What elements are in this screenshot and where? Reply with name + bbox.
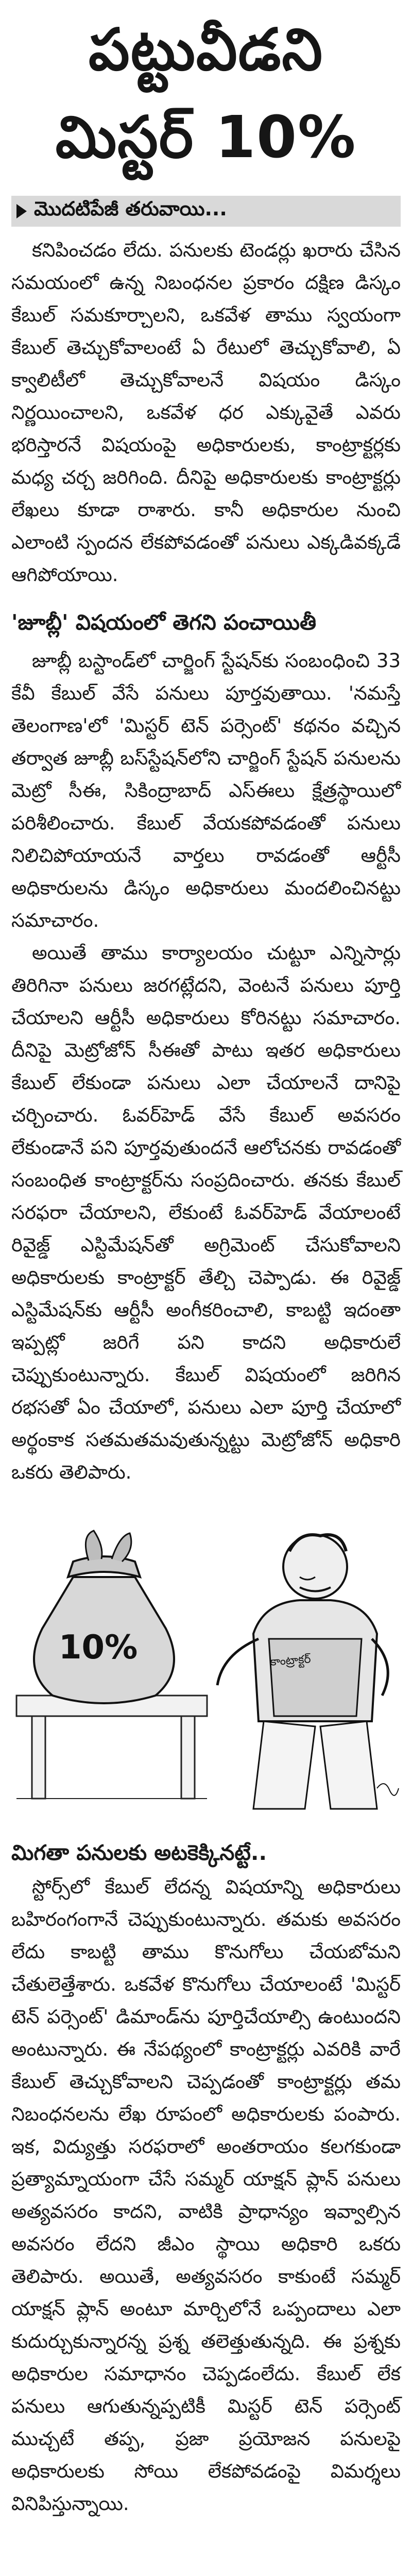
body-paragraph: స్టోర్స్‌లో కేబుల్ లేదన్న విషయాన్ని అధికారులు బహిరంగంగానే చెప్పుకుంటున్నారు. తమకు అవసరం లేదు కాబట్టి తాము కొనుగోలు చేయబోమని చేతులెత్తేశారు. ఒకవేళ కొనుగోలు చేయాలంటే 'మిస్టర్ టెన్ పర్సెంట్' డిమాండ్‌ను పూర్తిచేయాల్సి ఉంటుందని అంటున్నారు. ఈ నేపథ్యంలో కాంట్రాక్టర్లు ఎవరికి వారే కేబుల్ తెచ్చుకోవాలని చెప్పడంతో కాంట్రాక్టర్లు తమ నిబంధనలను లేఖ రూపంలో అధికారులకు పంపారు. ఇక, విద్యుత్తు సరఫరాలో అంతరాయం కలగకుండా ప్రత్యామ్నాయంగా చేసే సమ్మర్ యాక్షన్ ప్లాన్ పనులు అత్యవసరం కాదని, వాటికి ప్రాధాన్యం ఇవ్వాల్సిన అవసరం లేదని జీఎం స్థాయి అధికారి ఒకరు తెలిపారు. అయితే, అత్యవసరం కాకుంటే సమ్మర్ యాక్షన్ ప్లాన్ అంటూ మార్చిలోనే ఒప్పందాలు ఎలా కుదుర్చుకున్నారన్న ప్రశ్న తలెత్తుతున్నది. ఈ ప్రశ్నకు అధికారుల సమాధానం చెప్పడంలేదు. కేబుల్ లేక పనులు ఆగుతున్నప్పటికీ మిస్టర్ టెన్ పర్సెంట్ ముచ్చటే తప్ప, ప్రజా ప్రయోజన పనులపై అధికారులకు సోయి లేకపోవడంపై విమర్శలు వినిపిస్తున్నాయి. [11,1876,401,2515]
section-heading-remaining-works: మిగతా పనులకు అటకెక్కినట్టే.. [11,1840,267,1865]
continuation-label: మొదటిపేజీ తరువాయి... [34,197,227,220]
section-heading-jubilee: 'జూబ్లీ' విషయంలో తెగని పంచాయితీ [11,610,317,635]
money-bag-label: 10% [59,1629,138,1667]
headline-line-2: మిస్టర్ 10% [55,104,357,171]
triangle-arrow-icon [16,204,27,218]
intro-paragraph: కనిపించడం లేదు. పనులకు టెండర్లు ఖరారు చేసిన సమయంలో ఉన్న నిబంధనల ప్రకారం దక్షిణ డిస్కం కేబుల్ సమకూర్చాలని, ఒకవేళ తాము స్వయంగా కేబుల్ తెచ్చుకోవాలంటే ఏ రేటులో తెచ్చుకోవాలి, ఏ క్వాలిటీలో తెచ్చుకోవాలనే విషయం డిస్కం నిర్ణయించాలని, ఒకవేళ ధర ఎక్కువైతే ఎవరు భరిస్తారనే విషయంపై అధికారులకు, కాంట్రాక్టర్లకు మధ్య చర్చ జరిగింది. దీనిపై అధికారులకు కాంట్రాక్టర్లు లేఖలు కూడా రాశారు. కానీ అధికారుల నుంచి ఎలాంటి స్పందన లేకపోవడంతో పనులు ఎక్కడివక్కడే ఆగిపోయాయి. [11,239,401,586]
body-paragraph: అయితే తాము కార్యాలయం చుట్టూ ఎన్నిసార్లు తిరిగినా పనులు జరగట్లేదని, వెంటనే పనులు పూర్తి చేయాలని ఆర్టీసీ అధికారులు కోరినట్టు సమాచారం. దీనిపై మెట్రోజోన్ సీఈతో పాటు ఇతర అధికారులు కేబుల్ లేకుండా పనులు ఎలా చేయాలనే దానిపై చర్చించారు. ఓవర్‌హెడ్ వేసే కేబుల్ అవసరం లేకుండానే పని పూర్తవుతుందనే ఆలోచనకు రావడంతో సంబంధిత కాంట్రాక్టర్‌ను సంప్రదించారు. తనకు కేబుల్ సరఫరా చేయాలని, లేకుంటే ఓవర్‌హెడ్ వేయాలంటే రివైజ్డ్ ఎస్టిమేషన్‌తో అగ్రిమెంట్ చేసుకోవాలని అధికారులకు కాంట్రాక్టర్ తేల్చి చెప్పాడు. ఈ రివైజ్డ్ ఎస్టిమేషన్‌కు ఆర్టీసీ అంగీకరించాలి, కాబట్టి ఇదంతా ఇప్పట్లో జరిగే పని కాదని అధికారులే చెప్పుకుంటున్నారు. కేబుల్ విషయంలో జరిగిన రభసతో ఏం చేయాలో, పనులు ఎలా పూర్తి చేయాలో అర్థంకాక సతమతమవుతున్నట్టు మెట్రోజోన్ అధికారి ఒకరు తెలిపారు. [11,942,401,1483]
headline-line-1: పట్టువీడని [89,16,323,83]
headline [11,6,401,181]
continuation-banner [11,196,401,227]
vest-label: కాంట్రాక్టర్ [270,1653,312,1669]
body-paragraph: జూబ్లీ బస్టాండ్‌లో చార్జింగ్ స్టేషన్‌కు సంబంధించి 33 కేవీ కేబుల్ వేసే పనులు పూర్తవుతాయి. 'నమస్తే తెలంగాణ'లో 'మిస్టర్ టెన్ పర్సెంట్' కథనం వచ్చిన తర్వాత జూబ్లీ బస్‌స్టేషన్‌లోని చార్జింగ్ స్టేషన్ పనులను మెట్రో సీఈ, సికింద్రాబాద్ ఎస్ఈలు క్షేత్రస్థాయిలో పరిశీలించారు. కేబుల్ వేయకపోవడంతో పనులు నిలిచిపోయాయనే వార్తలు రావడంతో ఆర్టీసీ అధికారులను డిస్కం అధికారులు మందలించినట్టు సమాచారం. [11,650,401,931]
cartoon-illustration [11,1500,401,1819]
